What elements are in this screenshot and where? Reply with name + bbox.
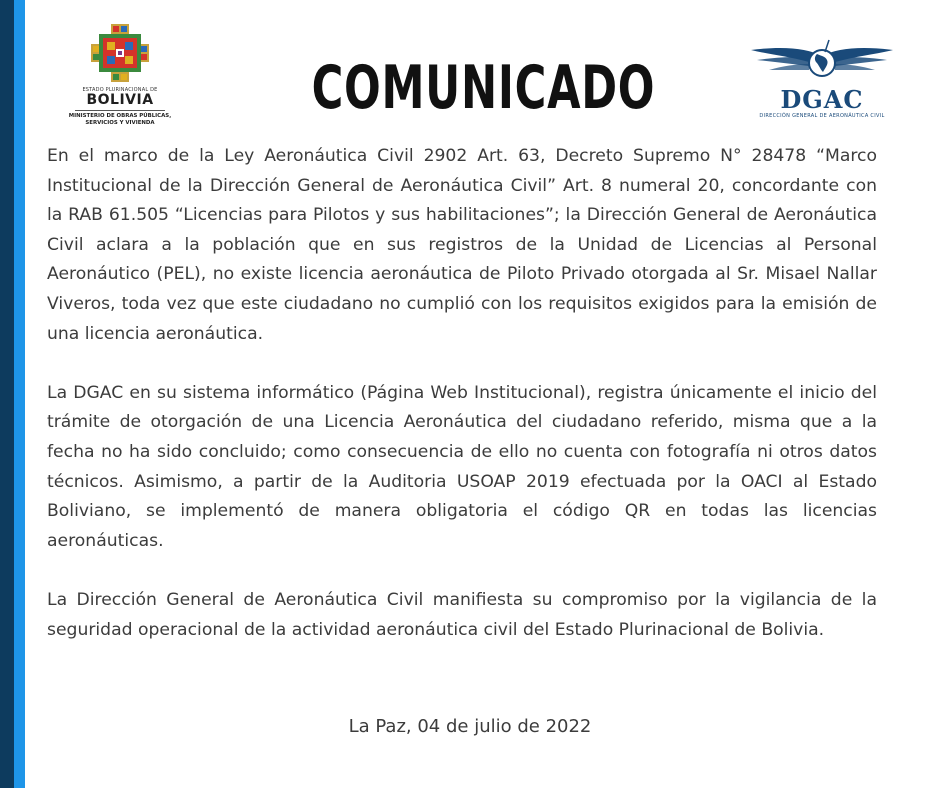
communique-body xyxy=(47,142,877,675)
paragraph-1: En el marco de la Ley Aeronáutica Civil 2902 Art. 63, Decreto Supremo N° 28478 “Marco Institucional de la Dirección General de Aeronáutica Civil” Art. 8 numeral 20, concordante con la RAB 61.505 “Licencias para Pilotos y sus habilitaciones”; la Dirección General de Aeronáutica Civil aclara a la población que en sus registros de la Unidad de Licencias al Personal Aeronáutico (PEL), no existe licencia aeronáutica de Piloto Privado otorgada al Sr. Misael Nallar Viveros, toda vez que este ciudadano no cumplió con los requisitos exigidos para la emisión de una licencia aeronáutica. xyxy=(47,146,877,344)
logo-divider xyxy=(75,110,165,111)
paragraph-3: La Dirección General de Aeronáutica Civil manifiesta su compromiso por la vigilancia de la seguridad operacional de la actividad aeronáutica civil del Estado Plurinacional de Bolivia. xyxy=(47,589,877,640)
chakana-emblem-icon xyxy=(89,22,151,84)
page-title: COMUNICADO xyxy=(311,53,656,123)
ministry-line-2: SERVICIOS Y VIVIENDA xyxy=(85,119,155,126)
ministry-line-1: MINISTERIO DE OBRAS PÚBLICAS, xyxy=(68,113,172,120)
left-accent-bar-light xyxy=(14,0,25,788)
place-and-date: La Paz, 04 de julio de 2022 xyxy=(348,716,592,737)
left-accent-bar-dark xyxy=(0,0,14,788)
dgac-subtitle: DIRECCIÓN GENERAL DE AERONÁUTICA CIVIL xyxy=(759,113,885,119)
country-name: BOLIVIA xyxy=(86,92,154,108)
dgac-logo xyxy=(746,38,898,118)
winged-globe-icon xyxy=(747,38,897,82)
dgac-acronym: DGAC xyxy=(780,85,864,114)
state-label: ESTADO PLURINACIONAL DE xyxy=(82,87,158,93)
paragraph-2: La DGAC en su sistema informático (Página Web Institucional), registra únicamente el inicio del trámite de otorgación de una Licencia Aeronáutica del ciudadano referido, misma que a la fecha no ha sido concluido; como consecuencia de ello no cuenta con fotografía ni otros datos técnicos. Asimismo, a partir de la Auditoria USOAP 2019 efectuada por la OACI al Estado Boliviano, se implementó de manera obligatoria el código QR en todas las licencias aeronáuticas. xyxy=(47,382,877,551)
bolivia-government-logo xyxy=(60,22,180,134)
